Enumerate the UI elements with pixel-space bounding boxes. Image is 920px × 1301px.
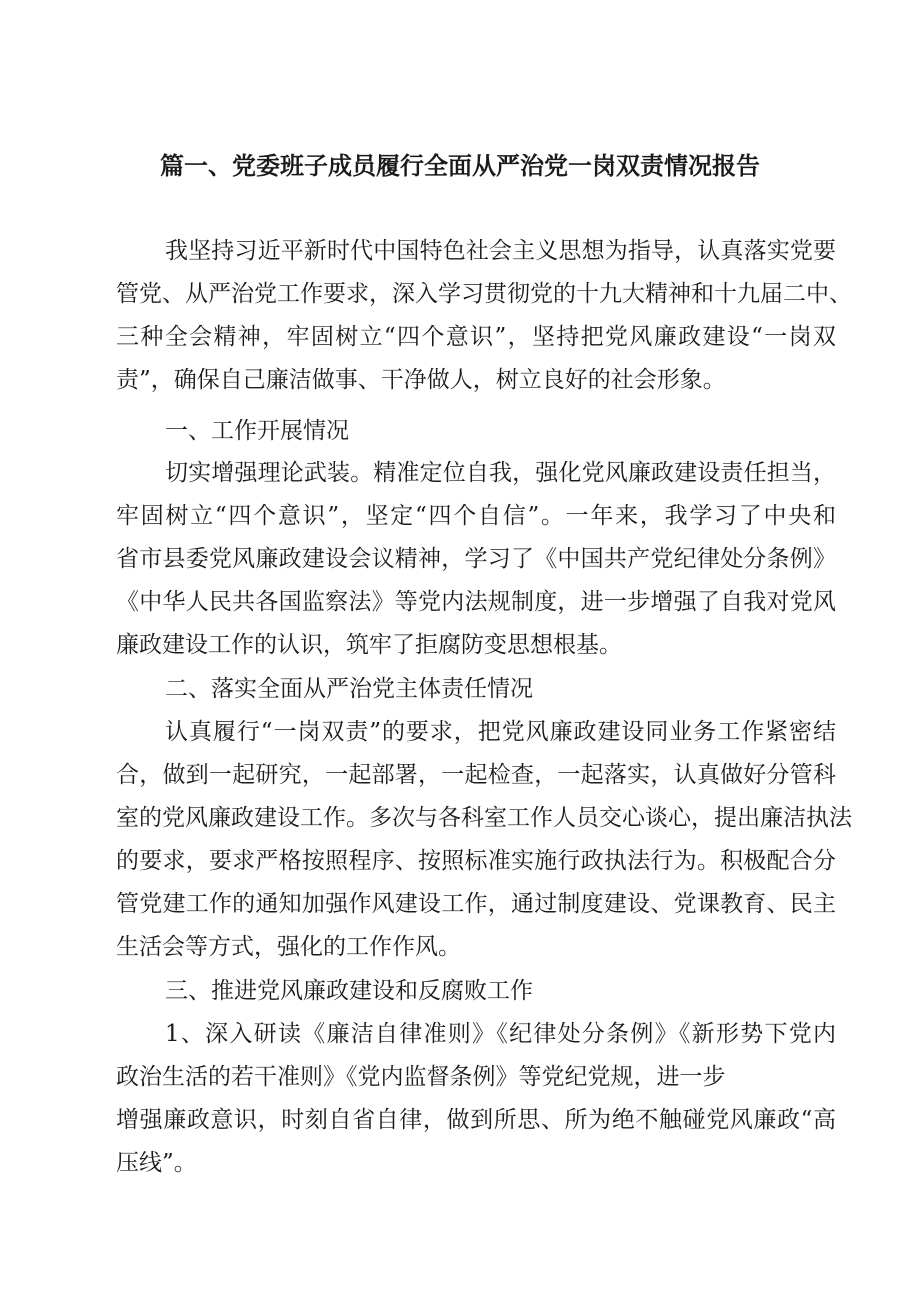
section-3-line: 压线”。 <box>116 1150 197 1176</box>
section-2-line: 生活会等方式，强化的工作作风。 <box>116 934 461 960</box>
section-3-line: 1、深入研读《廉洁自律准则》《纪律处分条例》《新形势下党内 <box>165 1021 836 1047</box>
intro-line: 三种全会精神，牢固树立“四个意识”，坚持把党风廉政建设“一岗双 <box>116 324 836 350</box>
intro-line: 责”，确保自己廉洁做事、干净做人，树立良好的社会形象。 <box>116 367 726 393</box>
section-1-line: 省市县委党风廉政建设会议精神，学习了《中国共产党纪律处分条例》 <box>116 546 836 572</box>
intro-line: 我坚持习近平新时代中国特色社会主义思想为指导，认真落实党要 <box>165 238 836 264</box>
section-2-line: 认真履行“一岗双责”的要求，把党风廉政建设同业务工作紧密结 <box>165 719 836 745</box>
section-2-line: 合，做到一起研究，一起部署，一起检查，一起落实，认真做好分管科 <box>116 762 836 788</box>
section-1-line: 《中华人民共各国监察法》等党内法规制度，进一步增强了自我对党风 <box>116 589 836 615</box>
section-2-line: 管党建工作的通知加强作风建设工作，通过制度建设、党课教育、民主 <box>116 891 836 917</box>
section-heading-3: 三、推进党风廉政建设和反腐败工作 <box>165 978 533 1004</box>
section-heading-2: 二、落实全面从严治党主体责任情况 <box>165 676 533 702</box>
section-3-line: 增强廉政意识，时刻自省自律，做到所思、所为绝不触碰党风廉政“高 <box>116 1107 836 1133</box>
section-heading-1: 一、工作开展情况 <box>165 418 349 444</box>
document-title: 篇一、党委班子成员履行全面从严治党一岗双责情况报告 <box>160 152 760 180</box>
section-2-line: 室的党风廉政建设工作。多次与各科室工作人员交心谈心，提出廉洁执法 <box>116 805 852 831</box>
section-2-line: 的要求，要求严格按照程序、按照标准实施行政执法行为。积极配合分 <box>116 848 836 874</box>
section-1-line: 切实增强理论武装。精准定位自我，强化党风廉政建设责任担当， <box>165 460 836 486</box>
section-1-line: 廉政建设工作的认识，筑牢了拒腐防变思想根基。 <box>116 632 622 658</box>
section-1-line: 牢固树立“四个意识”，坚定“四个自信”。一年来，我学习了中央和 <box>116 503 836 529</box>
section-3-line: 政治生活的若干准则》《党内监督条例》等党纪党规，进一步 <box>116 1064 726 1090</box>
intro-line: 管党、从严治党工作要求，深入学习贯彻党的十九大精神和十九届二中、 <box>116 281 852 307</box>
